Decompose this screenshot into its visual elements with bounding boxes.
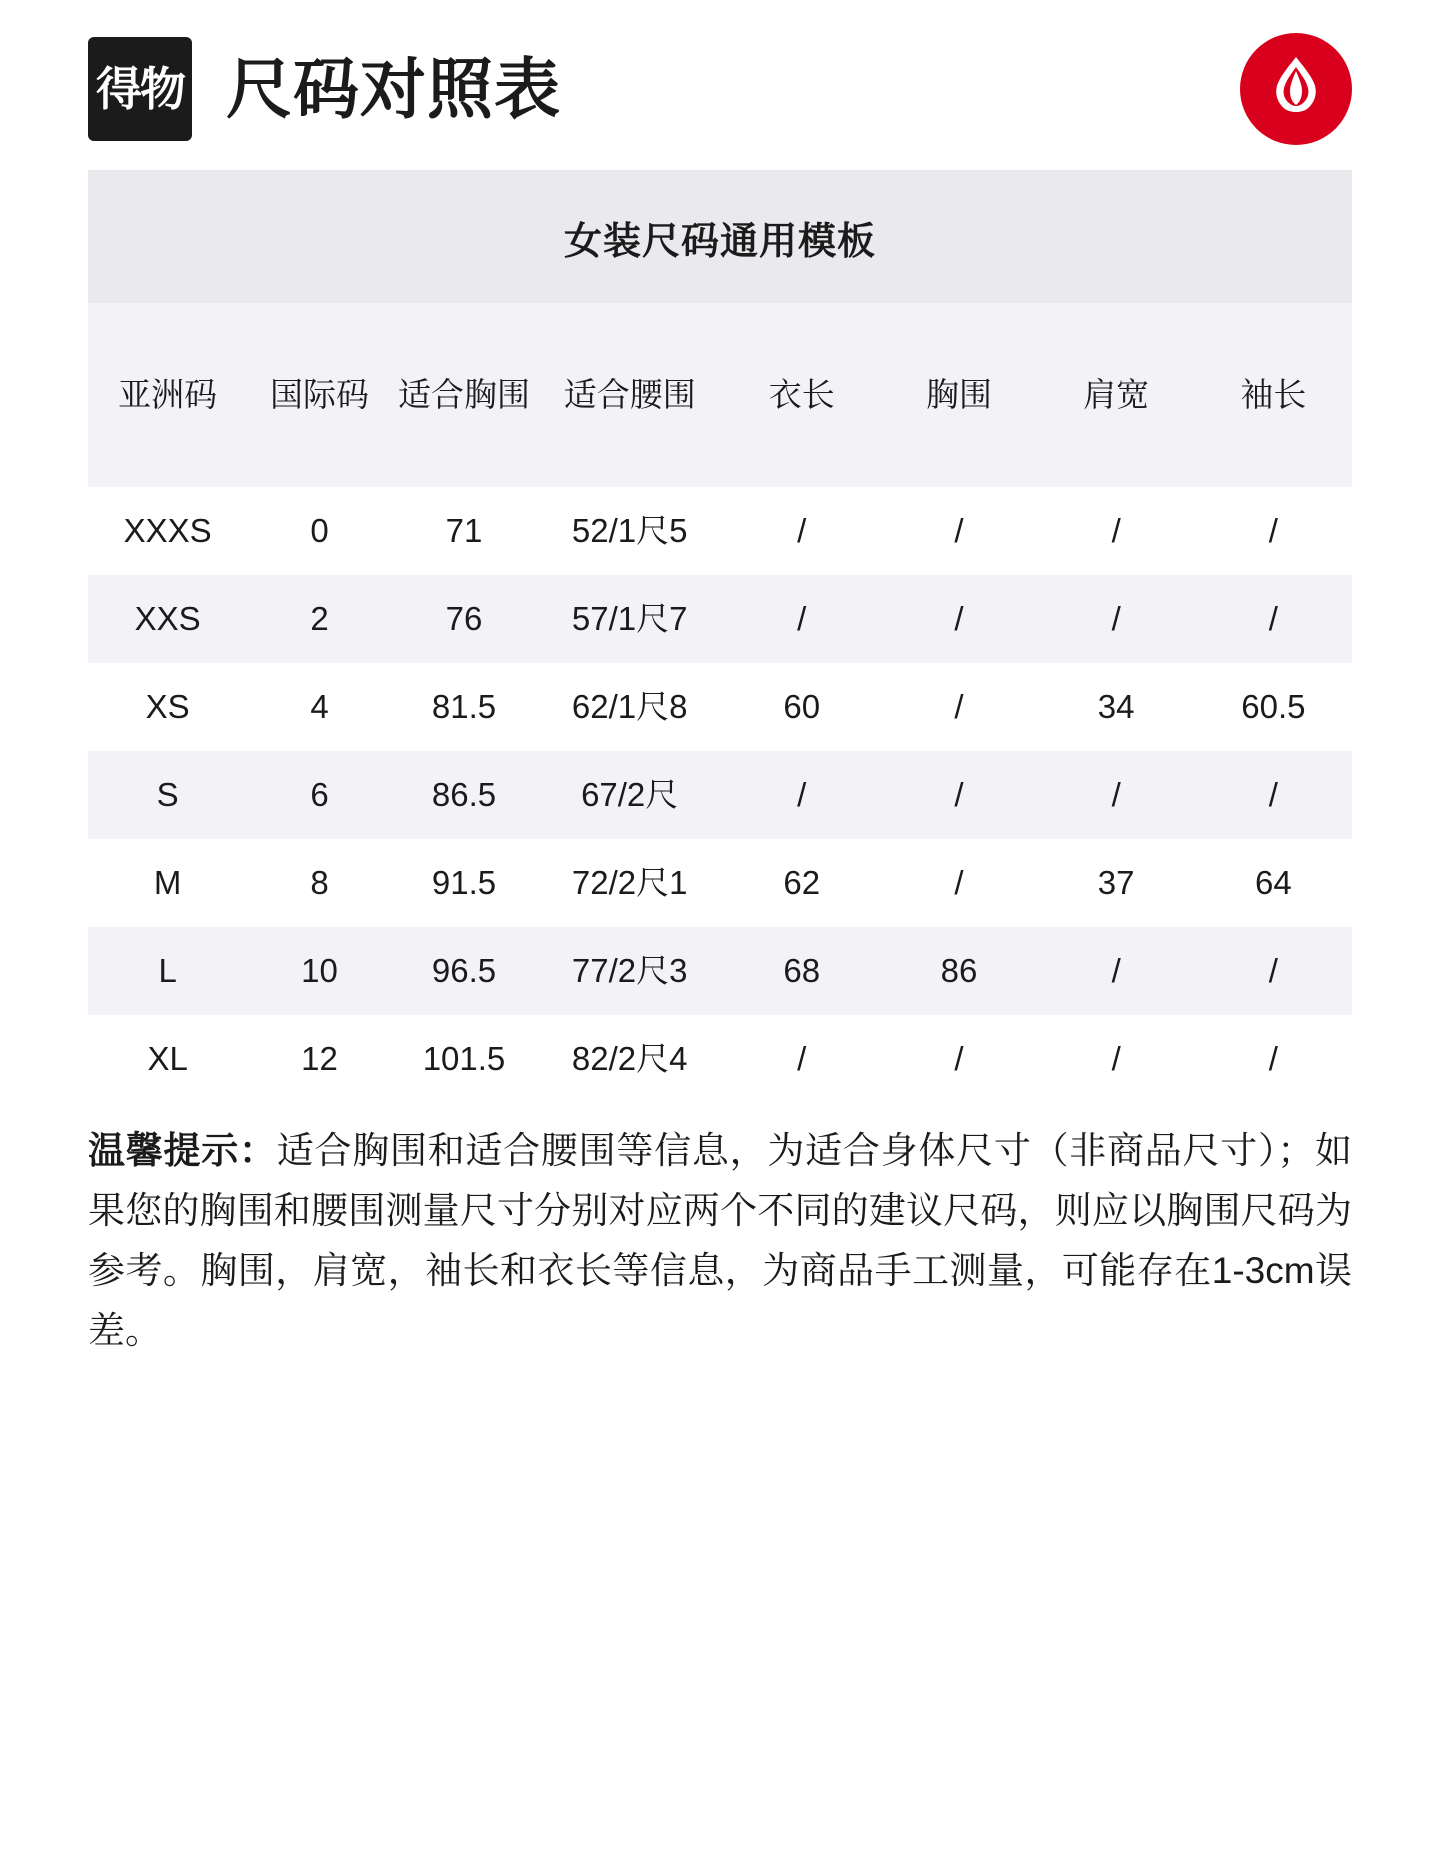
- cell-bust: /: [880, 575, 1037, 663]
- cell-intl-size: 4: [247, 663, 391, 751]
- cell-fit-waist: 67/2尺: [536, 751, 723, 839]
- cell-intl-size: 8: [247, 839, 391, 927]
- column-header-asian-size: 亚洲码: [88, 303, 247, 487]
- table-header-row: [88, 303, 1352, 487]
- cell-length: 62: [723, 839, 880, 927]
- cell-shoulder: 34: [1038, 663, 1195, 751]
- cell-intl-size: 2: [247, 575, 391, 663]
- cell-asian-size: XXS: [88, 575, 247, 663]
- table-row: [88, 487, 1352, 575]
- cell-intl-size: 6: [247, 751, 391, 839]
- cell-bust: /: [880, 751, 1037, 839]
- cell-asian-size: XS: [88, 663, 247, 751]
- cell-asian-size: XL: [88, 1015, 247, 1103]
- cell-length: /: [723, 487, 880, 575]
- cell-fit-bust: 86.5: [392, 751, 536, 839]
- cell-sleeve: /: [1195, 927, 1352, 1015]
- column-header-shoulder: 肩宽: [1038, 303, 1195, 487]
- cell-fit-bust: 101.5: [392, 1015, 536, 1103]
- table-row: [88, 751, 1352, 839]
- cell-length: 60: [723, 663, 880, 751]
- cell-shoulder: /: [1038, 751, 1195, 839]
- column-header-bust: 胸围: [880, 303, 1037, 487]
- dewu-brand-badge-text: 得物: [96, 63, 184, 115]
- notice-block: [88, 1121, 1352, 1361]
- cell-length: /: [723, 575, 880, 663]
- cell-bust: /: [880, 487, 1037, 575]
- cell-fit-waist: 62/1尺8: [536, 663, 723, 751]
- cell-intl-size: 10: [247, 927, 391, 1015]
- cell-length: /: [723, 1015, 880, 1103]
- cell-asian-size: S: [88, 751, 247, 839]
- cell-bust: /: [880, 663, 1037, 751]
- cell-bust: /: [880, 839, 1037, 927]
- column-header-sleeve: 袖长: [1195, 303, 1352, 487]
- table-row: [88, 663, 1352, 751]
- table-row: [88, 575, 1352, 663]
- cell-length: 68: [723, 927, 880, 1015]
- size-table-head: [88, 303, 1352, 487]
- dewu-brand-badge: [88, 37, 192, 141]
- column-header-fit-bust: 适合胸围: [392, 303, 536, 487]
- cell-sleeve: /: [1195, 751, 1352, 839]
- cell-length: /: [723, 751, 880, 839]
- size-table: [88, 303, 1352, 1103]
- cell-fit-waist: 57/1尺7: [536, 575, 723, 663]
- cell-sleeve: /: [1195, 487, 1352, 575]
- cell-fit-waist: 77/2尺3: [536, 927, 723, 1015]
- cell-fit-waist: 82/2尺4: [536, 1015, 723, 1103]
- page-header: [88, 0, 1352, 170]
- column-header-intl-size: 国际码: [247, 303, 391, 487]
- cell-sleeve: 60.5: [1195, 663, 1352, 751]
- cell-shoulder: /: [1038, 1015, 1195, 1103]
- cell-sleeve: /: [1195, 1015, 1352, 1103]
- table-row: [88, 839, 1352, 927]
- cell-fit-bust: 76: [392, 575, 536, 663]
- cell-sleeve: 64: [1195, 839, 1352, 927]
- cell-fit-bust: 81.5: [392, 663, 536, 751]
- cell-asian-size: M: [88, 839, 247, 927]
- table-row: [88, 1015, 1352, 1103]
- page-title: 尺码对照表: [226, 52, 561, 126]
- cell-shoulder: /: [1038, 487, 1195, 575]
- cell-fit-waist: 72/2尺1: [536, 839, 723, 927]
- cell-fit-bust: 71: [392, 487, 536, 575]
- cell-shoulder: /: [1038, 927, 1195, 1015]
- cell-intl-size: 12: [247, 1015, 391, 1103]
- size-table-card: [88, 170, 1352, 1103]
- lululemon-logo-icon: [1240, 33, 1352, 145]
- cell-asian-size: L: [88, 927, 247, 1015]
- cell-fit-waist: 52/1尺5: [536, 487, 723, 575]
- size-table-title: 女装尺码通用模板: [88, 170, 1352, 303]
- cell-fit-bust: 91.5: [392, 839, 536, 927]
- cell-fit-bust: 96.5: [392, 927, 536, 1015]
- cell-bust: /: [880, 1015, 1037, 1103]
- cell-shoulder: 37: [1038, 839, 1195, 927]
- notice-text: 适合胸围和适合腰围等信息，为适合身体尺寸（非商品尺寸）；如果您的胸围和腰围测量尺寸分别对应两个不同的建议尺码，则应以胸围尺码为参考。胸围，肩宽，袖长和衣长等信息，为商品手工测量，可能存在1-3cm误差。: [88, 1130, 1353, 1351]
- cell-sleeve: /: [1195, 575, 1352, 663]
- table-row: [88, 927, 1352, 1015]
- column-header-fit-waist: 适合腰围: [536, 303, 723, 487]
- cell-shoulder: /: [1038, 575, 1195, 663]
- cell-asian-size: XXXS: [88, 487, 247, 575]
- notice-label: 温馨提示：: [88, 1130, 277, 1171]
- cell-bust: 86: [880, 927, 1037, 1015]
- cell-intl-size: 0: [247, 487, 391, 575]
- column-header-length: 衣长: [723, 303, 880, 487]
- size-table-body: [88, 487, 1352, 1103]
